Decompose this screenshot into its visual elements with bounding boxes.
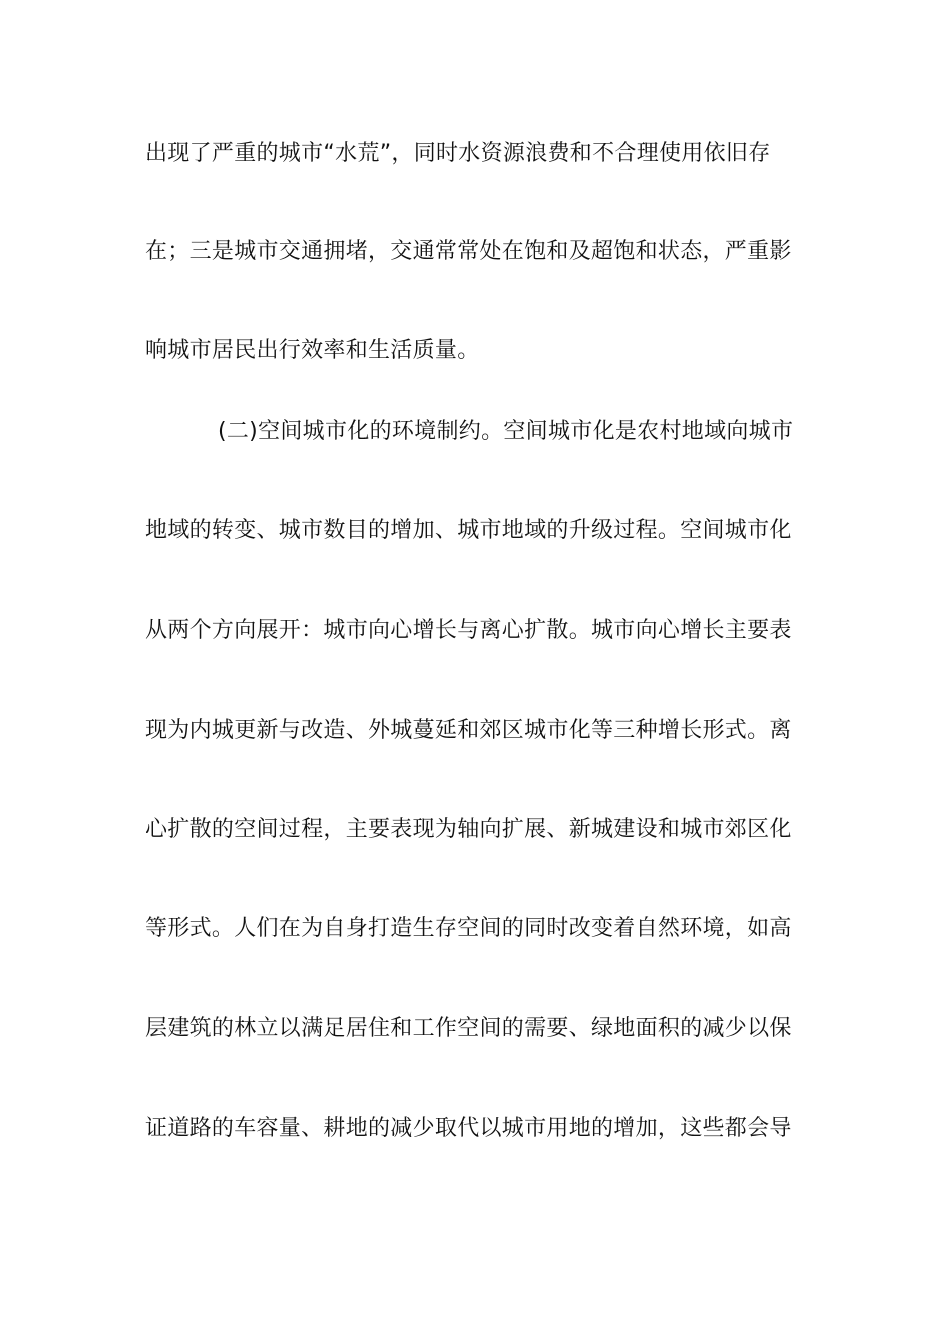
text-line-2: 在；三是城市交通拥堵，交通常常处在饱和及超饱和状态，严重影 xyxy=(145,239,792,264)
text-line-6: 从两个方向展开：城市向心增长与离心扩散。城市向心增长主要表 xyxy=(145,618,792,643)
text-line-9: 等形式。人们在为自身打造生存空间的同时改变着自然环境，如高 xyxy=(145,916,792,941)
text-line-1: 出现了严重的城市“水荒”，同时水资源浪费和不合理使用依旧存 xyxy=(145,141,771,166)
section-heading-line: (二)空间城市化的环境制约。空间城市化是农村地域向城市 xyxy=(218,419,794,444)
text-line-5: 地域的转变、城市数目的增加、城市地域的升级过程。空间城市化 xyxy=(145,518,792,543)
text-line-8: 心扩散的空间过程，主要表现为轴向扩展、新城建设和城市郊区化 xyxy=(145,817,792,842)
text-line-10: 层建筑的林立以满足居住和工作空间的需要、绿地面积的减少以保 xyxy=(145,1016,792,1041)
text-line-3: 响城市居民出行效率和生活质量。 xyxy=(145,338,480,363)
text-line-7: 现为内城更新与改造、外城蔓延和郊区城市化等三种增长形式。离 xyxy=(145,718,792,743)
text-line-11: 证道路的车容量、耕地的减少取代以城市用地的增加，这些都会导 xyxy=(145,1116,792,1141)
